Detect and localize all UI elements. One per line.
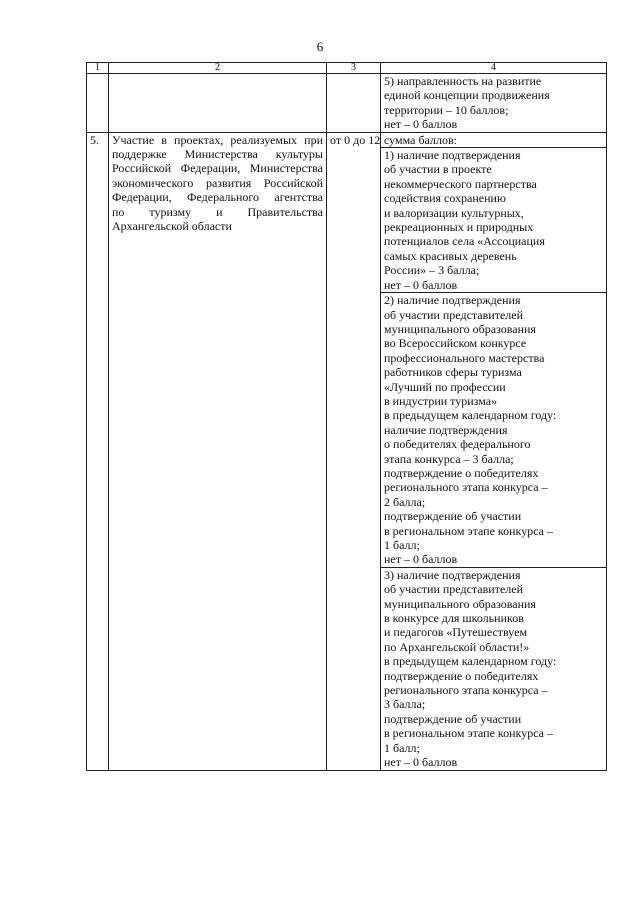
table-header-row xyxy=(87,63,607,74)
text-line: профессионального мастерства xyxy=(384,350,545,365)
text-line: в индустрии туризма» xyxy=(384,393,498,408)
text-line: Российской Федерации, Министерства xyxy=(112,161,323,176)
text-line: Участие в проектах, реализуемых при xyxy=(112,132,323,147)
text-line: потенциалов села «Ассоциация xyxy=(384,234,545,249)
text-line: рекреационных и природных xyxy=(384,220,534,235)
text-line: 2) наличие подтверждения xyxy=(384,293,521,308)
text-line: подтверждение о победителях xyxy=(384,465,539,480)
text-line: 2 балла; xyxy=(384,494,426,509)
text-line: России» – 3 балла; xyxy=(384,263,480,278)
table-row-5-sum xyxy=(87,132,607,147)
criteria-table xyxy=(86,62,607,771)
text-line: регионального этапа конкурса – xyxy=(384,683,548,698)
text-line: работников сферы туризма xyxy=(384,365,522,380)
text-line: нет – 0 баллов xyxy=(384,117,458,132)
text-line: об участии в проекте xyxy=(384,162,492,177)
text-line: подтверждение об участии xyxy=(384,509,522,524)
text-line: подтверждение об участии xyxy=(384,711,522,726)
sum-label: сумма баллов: xyxy=(381,132,607,147)
text-line: по туризму и Правительства xyxy=(112,204,323,219)
text-line: этапа конкурса – 3 балла; xyxy=(384,451,514,466)
text-line: 1) наличие подтверждения xyxy=(384,148,521,163)
text-line: 5) направленность на развитие xyxy=(384,74,542,88)
text-line: во Всероссийском конкурсе xyxy=(384,336,527,351)
table-row-continuation xyxy=(87,74,607,133)
header-col-2: 2 xyxy=(109,63,327,74)
text-line: наличие подтверждения xyxy=(384,422,508,437)
text-line: об участии представителей xyxy=(384,307,524,322)
text-line: об участии представителей xyxy=(384,582,524,597)
text-line: в конкурсе для школьников xyxy=(384,611,524,626)
text-line: по Архангельской области!» xyxy=(384,639,530,654)
text-line: территории – 10 баллов; xyxy=(384,102,509,117)
text-line: в региональном этапе конкурса – xyxy=(384,523,553,538)
text-line: и валоризации культурных, xyxy=(384,205,524,220)
header-col-1: 1 xyxy=(87,63,109,74)
text-line: 3 балла; xyxy=(384,697,426,712)
header-col-3: 3 xyxy=(327,63,381,74)
text-line: поддержке Министерства культуры xyxy=(112,147,323,162)
text-line: нет – 0 баллов xyxy=(384,755,458,770)
text-line: подтверждение о победителях xyxy=(384,668,539,683)
text-line: 3) наличие подтверждения xyxy=(384,567,521,582)
text-line: самых красивых деревень xyxy=(384,248,517,263)
text-line: 1 балл; xyxy=(384,740,420,755)
text-line: некоммерческого партнерства xyxy=(384,176,537,191)
text-line: в предыдущем календарном году: xyxy=(384,654,557,669)
text-line: нет – 0 баллов xyxy=(384,277,458,292)
text-line: 1 балл; xyxy=(384,538,420,552)
text-line: экономического развития Российской xyxy=(112,175,323,190)
text-line: единой концепции продвижения xyxy=(384,88,550,103)
page-number: 6 xyxy=(316,39,324,54)
continuation-criterion xyxy=(381,74,607,133)
text-line: муниципального образования xyxy=(384,321,536,336)
criterion-1 xyxy=(381,148,607,293)
text-line: в региональном этапе конкурса – xyxy=(384,726,553,741)
header-col-4: 4 xyxy=(381,63,607,74)
text-line: в предыдущем календарном году: xyxy=(384,408,557,423)
row-description xyxy=(109,132,327,770)
text-line: «Лучший по профессии xyxy=(384,379,506,394)
score-range: от 0 до 12 xyxy=(327,132,381,770)
text-line: о победителях федерального xyxy=(384,437,531,452)
text-line: содействия сохранению xyxy=(384,191,506,206)
text-line: муниципального образования xyxy=(384,596,536,611)
text-line: нет – 0 баллов xyxy=(384,552,458,567)
text-line: Федерации, Федерального агентства xyxy=(112,190,323,205)
text-line: регионального этапа конкурса – xyxy=(384,480,548,495)
row-number: 5. xyxy=(87,132,109,770)
criterion-2 xyxy=(381,293,607,568)
text-line: Архангельской области xyxy=(112,219,232,234)
text-line: и педагогов «Путешествуем xyxy=(384,625,528,640)
criterion-3 xyxy=(381,567,607,770)
